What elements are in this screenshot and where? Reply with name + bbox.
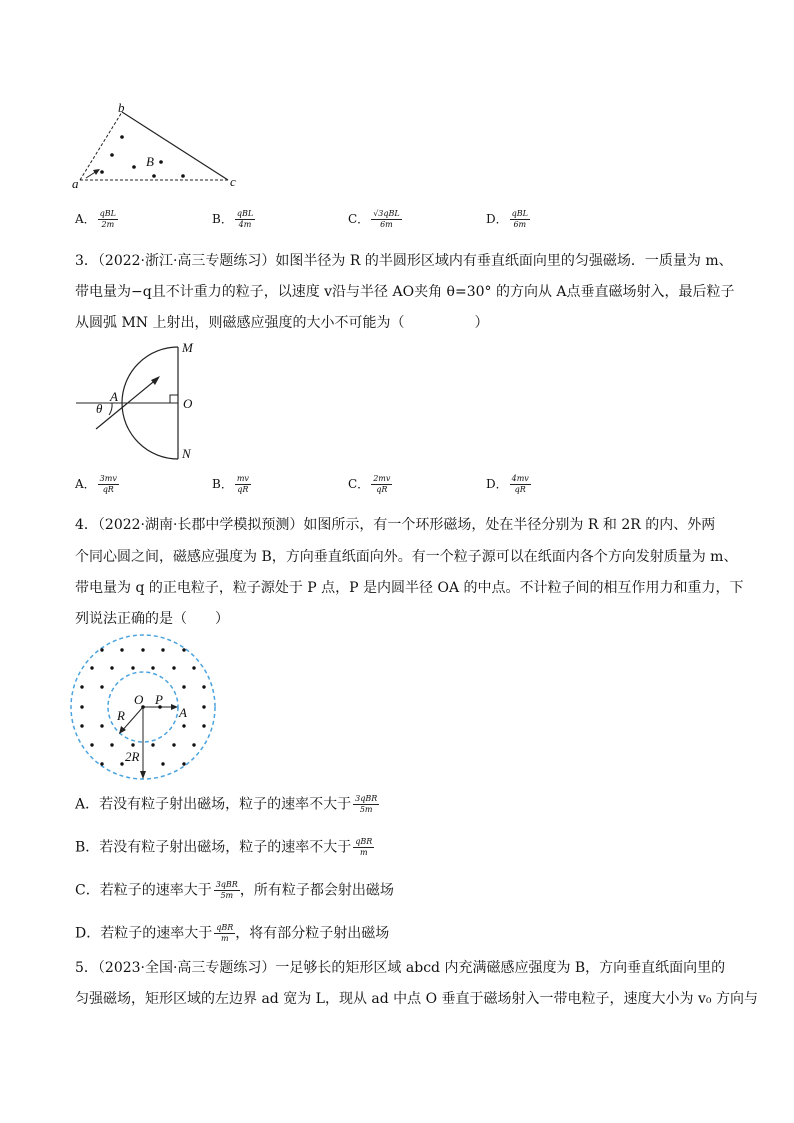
q2-option-d[interactable]: D． $\frac{\text{qBL}}{6m}$ [486,209,528,229]
q4-option-c[interactable]: C．若粒子的速率大于 $\frac{\text{3qBR}}{5m}$ ，所有粒子都会射出磁场 [75,880,394,900]
fraction: $\frac{\text{qBL}}{2m}$ [99,209,116,229]
fraction: $\frac{3mv}{qR}$ [99,474,117,494]
label-a: a [72,176,79,191]
q4-option-b[interactable]: B．若没有粒子射出磁场，粒子的速率不大于 $\frac{\text{qBR}}{m}$ [75,837,373,857]
label-M: M [182,340,193,355]
q4-option-a[interactable]: A．若没有粒子射出磁场，粒子的速率不大于 $\frac{\text{3qBR}}{5m}$ [75,794,378,814]
label-R: R [117,708,125,723]
q3-option-a[interactable]: A． $\frac{3mv}{qR}$ [75,474,117,494]
label-N: N [182,446,191,461]
label-b: b [118,100,125,115]
fraction: $\frac{\text{qBR}}{m}$ [355,837,373,857]
q4-line-3: 带电量为 q 的正电粒子，粒子源处于 P 点，P 是内圆半径 OA 的中点。不计粒子间的相互作用力和重力，下 [75,580,744,596]
label-2R: 2R [125,749,140,764]
label-field-B: B [146,154,154,169]
q3-option-d[interactable]: D． $\frac{4mv}{qR}$ [486,474,529,494]
fraction: $\frac{mv}{qR}$ [236,474,249,494]
q5-line-2: 匀强磁场，矩形区域的左边界 ad 宽为 L，现从 ad 中点 O 垂直于磁场射入一带电粒子，速度大小为 v₀ 方向与 [75,991,758,1007]
fraction: $\frac{\text{3qBR}}{5m}$ [215,880,238,900]
fraction: $\frac{4mv}{qR}$ [511,474,529,494]
fraction: $\frac{\text{qBR}}{m}$ [216,923,234,943]
q4-line-1: 4．（2022·湖南·长郡中学模拟预测）如图所示，有一个环形磁场，处在半径分别为 R 和 2R 的内、外两 [75,517,716,533]
q2-option-b[interactable]: B． $\frac{\text{qBL}}{4m}$ [212,209,254,229]
label-c: c [230,174,236,189]
q4-line-2: 个同心圆之间，磁感应强度为 B，方向垂直纸面向外。有一个粒子源可以在纸面内各个方向发射质量为 m、 [75,549,738,565]
q3-line-3: 从圆弧 MN 上射出，则磁感应强度的大小不可能为（ ） [75,315,489,331]
label-O: O [134,692,144,707]
label-P: P [155,692,163,707]
label-theta: θ [96,401,103,416]
q2-option-a[interactable]: A． $\frac{\text{qBL}}{2m}$ [75,209,116,229]
label-A: A [110,389,118,404]
q2-option-c[interactable]: C． $\frac{\text{√3qBL}}{6m}$ [348,209,400,229]
q4-line-4: 列说法正确的是（ ） [75,611,229,627]
label-O: O [183,396,193,411]
label-A: A [179,705,187,720]
fraction: $\frac{\text{qBL}}{6m}$ [511,209,528,229]
q4-option-d[interactable]: D．若粒子的速率大于 $\frac{\text{qBR}}{m}$ ，将有部分粒子射出磁场 [75,923,390,943]
fraction: $\frac{\text{qBL}}{4m}$ [236,209,254,229]
q3-line-1: 3．（2022·浙江·高三专题练习）如图半径为 R 的半圆形区域内有垂直纸面向里的匀强磁场．一质量为 m、 [75,253,733,269]
q3-line-2: 带电量为−q且不计重力的粒子，以速度 v沿与半径 AO夹角 θ=30° 的方向从 A点垂直磁场射入，最后粒子 [75,284,735,300]
semicircle-diagram [0,340,794,470]
fraction: $\frac{\text{√3qBL}}{6m}$ [373,209,400,229]
fraction: $\frac{2mv}{qR}$ [373,474,391,494]
q5-line-1: 5．（2023·全国·高三专题练习）一足够长的矩形区域 abcd 内充满磁感应强度为 B，方向垂直纸面向里的 [75,960,726,976]
q3-option-b[interactable]: B． $\frac{mv}{qR}$ [212,474,249,494]
fraction: $\frac{\text{3qBR}}{5m}$ [355,794,378,814]
q3-option-c[interactable]: C． $\frac{2mv}{qR}$ [348,474,391,494]
